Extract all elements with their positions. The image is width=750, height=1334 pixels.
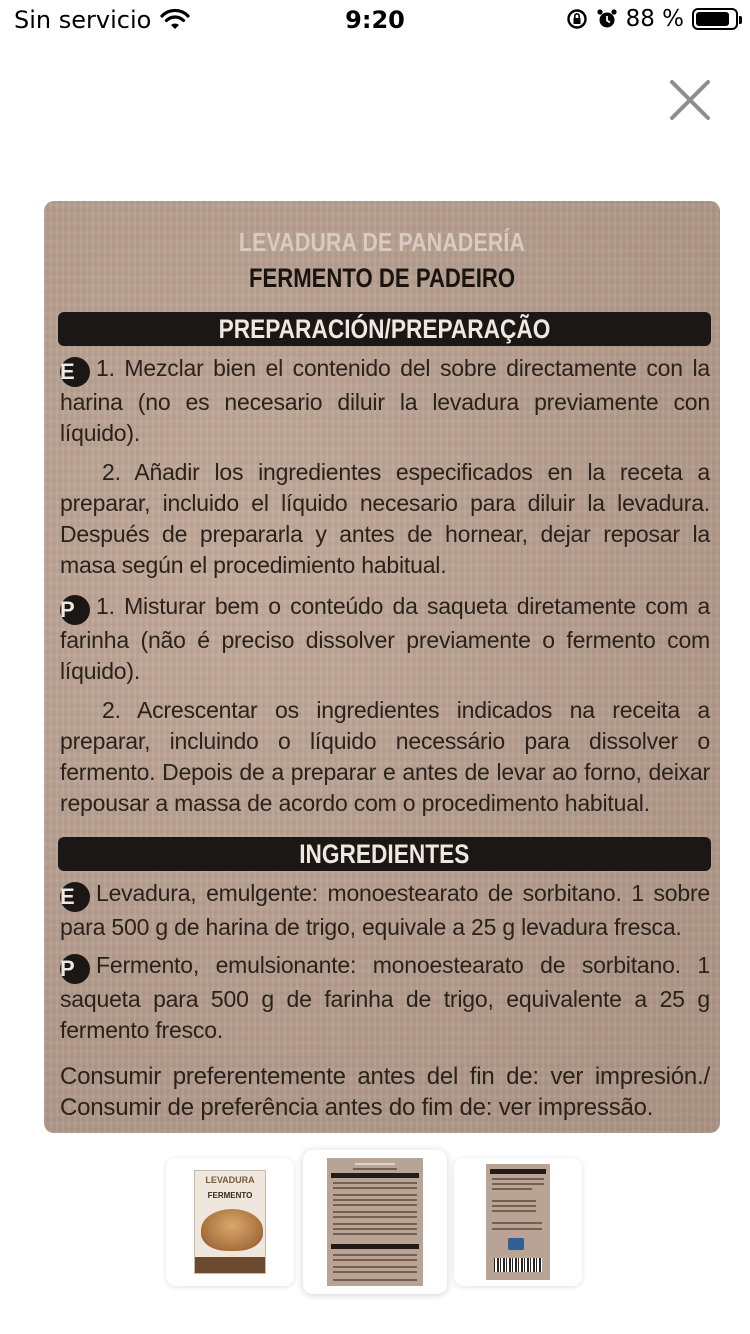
alarm-icon <box>596 8 618 30</box>
product-box-image: LEVADURA FERMENTO <box>194 1170 266 1274</box>
prep-es-step-1: E 1. Mezclar bien el contenido del sobre directamente con la harina (no es necesario diluir la levadura previamente con líquido). <box>60 355 710 446</box>
thumbnail-strip <box>0 1150 750 1300</box>
label-title-pt: FERMENTO DE PADEIRO <box>248 263 516 293</box>
thumbnail-label-selected[interactable] <box>303 1150 447 1294</box>
thumbnail-front[interactable] <box>166 1158 294 1286</box>
close-icon[interactable] <box>664 74 716 126</box>
label-title-es: LEVADURA DE PANADERÍA <box>238 227 526 257</box>
ingredients-es: E Levadura, emulgente: monoestearato de sorbitano. 1 sobre para 500 g de harina de trigo, equivale a 25 g levadura fresca. <box>60 880 710 940</box>
ingredients-pt: P Fermento, emulsionante: monoestearato de sorbitano. 1 saqueta para 500 g de farinha de trigo, equivalente a 25 g fermento fresco. <box>60 952 710 1043</box>
product-image[interactable] <box>44 201 720 1133</box>
thumbnail-back[interactable] <box>454 1158 582 1286</box>
battery-percent: 88 % <box>625 6 684 32</box>
bread-image <box>201 1209 263 1251</box>
prep-es-step-2: 2. Añadir los ingredientes especificados en la receta a preparar, incluido el líquido necesario para diluir la levadura. Después de prepararla y antes de hornear, dejar reposar la masa según el procedimiento habitual. <box>60 459 710 578</box>
label-thumbnail-image <box>327 1158 423 1286</box>
ingredients-header: INGREDIENTES <box>58 837 711 871</box>
portuguese-badge: P <box>60 954 90 984</box>
portuguese-badge: P <box>60 595 90 625</box>
prep-pt-step-2: 2. Acrescentar os ingredientes indicados na receita a preparar, incluindo o líquido necessário para dissolver o fermento. Depois de a preparar e antes de levar ao forno, deixar repousar a massa de acordo com o procedimento habitual. <box>60 697 710 816</box>
spanish-badge: E <box>60 357 90 387</box>
orientation-lock-icon <box>566 8 588 30</box>
battery-icon <box>692 8 738 30</box>
status-bar <box>0 0 750 44</box>
battery-level <box>696 12 729 26</box>
back-label-image <box>486 1164 550 1280</box>
preparation-header: PREPARACIÓN/PREPARAÇÃO <box>58 312 711 346</box>
clock: 9:20 <box>345 6 405 34</box>
carrier-label: Sin servicio <box>14 6 152 34</box>
prep-pt-step-1: P 1. Misturar bem o conteúdo da saqueta diretamente com a farinha (não é preciso dissolver previamente o fermento com líquido). <box>60 593 710 684</box>
spanish-badge: E <box>60 882 90 912</box>
best-before-note: Consumir preferentemente antes del fin de: ver impresión./ Consumir de preferência antes do fim de: ver impressão. <box>60 1063 710 1121</box>
